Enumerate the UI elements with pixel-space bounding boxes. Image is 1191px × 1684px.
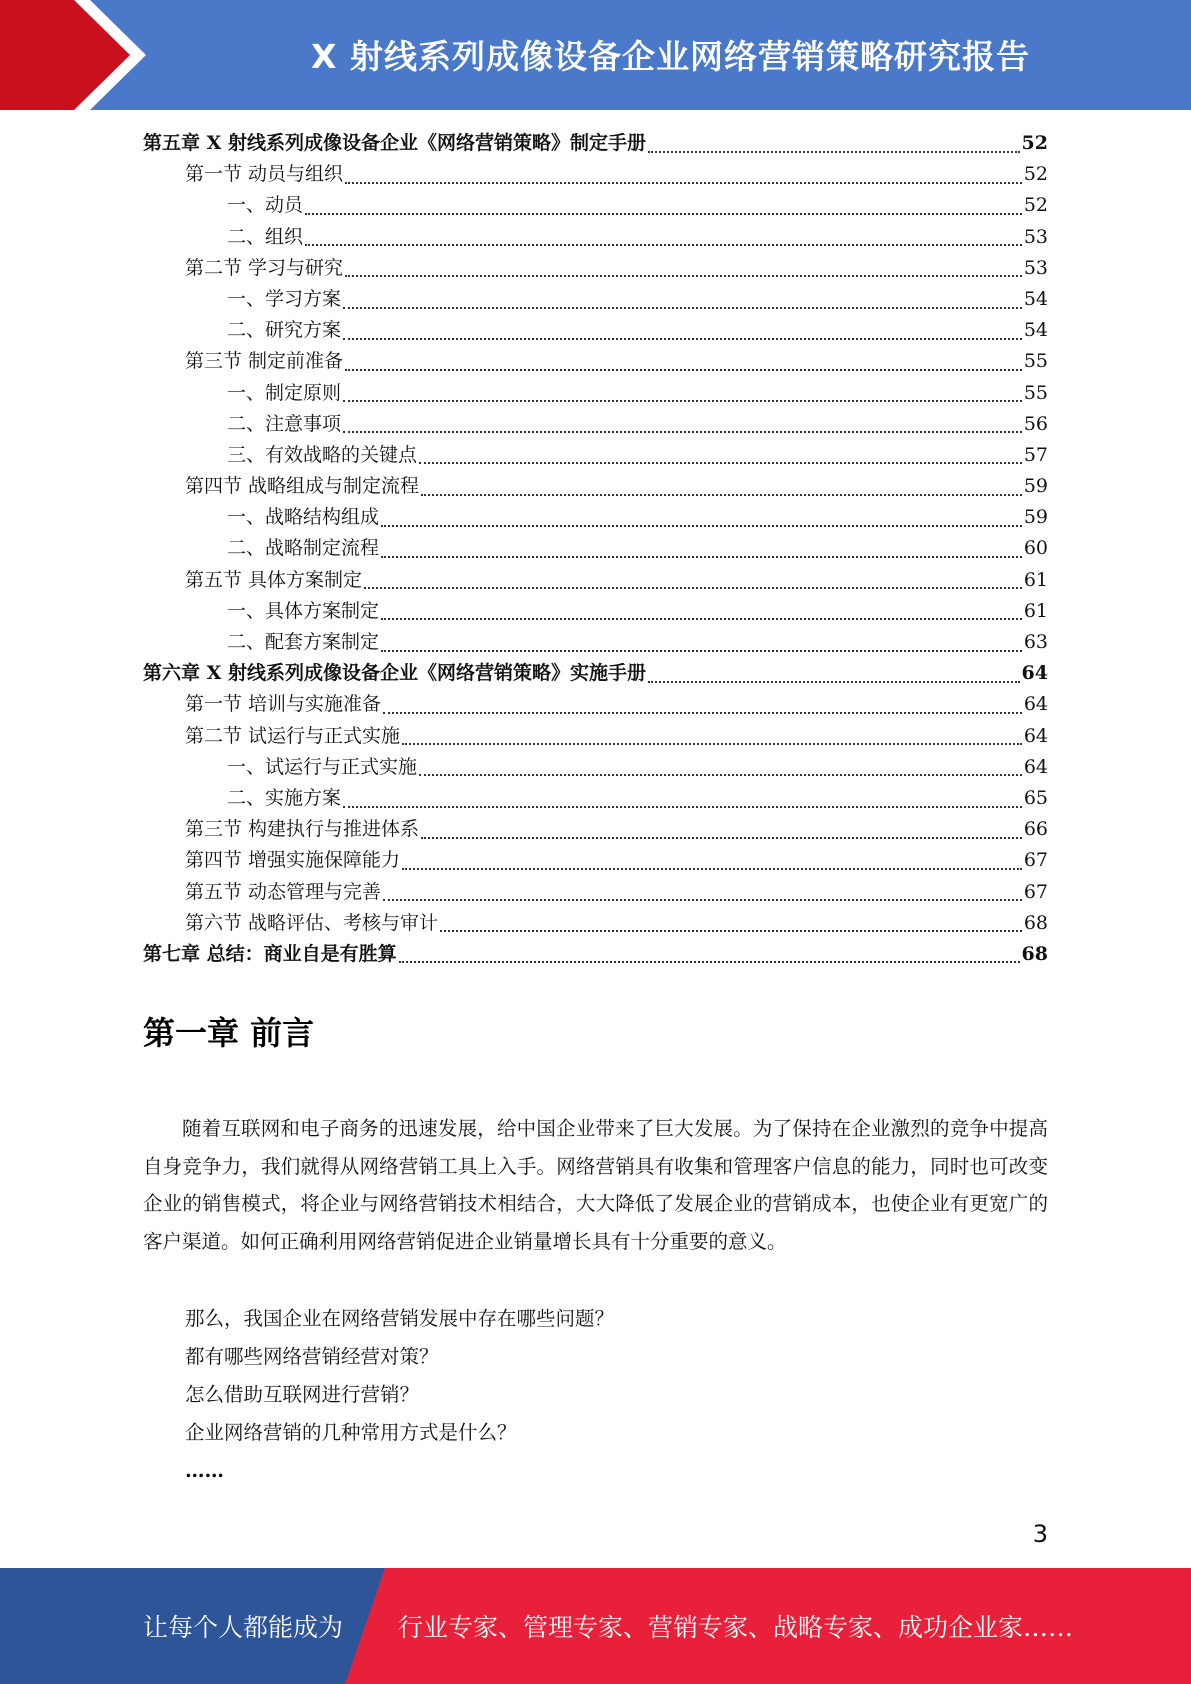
intro-paragraph: 随着互联网和电子商务的迅速发展，给中国企业带来了巨大发展。为了保持在企业激烈的竞争中提高自身竞争力，我们就得从网络营销工具上入手。网络营销具有收集和管理客户信息的能力，同时也可改变企业的销售模式，将企业与网络营销技术相结合，大大降低了发展企业的营销成本，也使企业有更宽广的客户渠道。如何正确利用网络营销促进企业销量增长具有十分重要的意义。 [143,1117,1048,1253]
toc-dot-leader [402,743,1022,745]
toc-entry[interactable] [143,721,1048,752]
toc-dot-leader [399,961,1020,963]
toc-entry-label: 第五节 动态管理与完善 [185,880,382,903]
toc-page-number: 52 [1023,194,1048,217]
toc-entry[interactable] [143,284,1048,315]
toc-chapter-entry[interactable] [143,939,1048,970]
toc-page-number: 61 [1023,599,1048,622]
toc-entry-label: 第二节 学习与研究 [185,256,344,279]
toc-entry-label: 第七章 总结：商业自是有胜算 [143,942,397,965]
toc-entry[interactable] [143,908,1048,939]
toc-entry[interactable] [143,159,1048,190]
toc-entry-label: 一、动员 [227,194,304,217]
toc-dot-leader [421,837,1022,839]
toc-entry-label: 第五节 具体方案制定 [185,568,363,591]
toc-entry[interactable] [143,596,1048,627]
toc-page-number: 54 [1023,287,1048,310]
toc-dot-leader [381,650,1022,652]
toc-entry[interactable] [143,533,1048,564]
toc-entry-label: 第六章 X 射线系列成像设备企业《网络营销策略》实施手册 [143,662,646,685]
toc-page-number: 56 [1023,412,1048,435]
toc-entry[interactable] [143,346,1048,377]
toc-page-number: 55 [1023,350,1048,373]
toc-dot-leader [383,712,1022,714]
toc-dot-leader [305,244,1022,246]
toc-dot-leader [383,899,1022,901]
toc-entry-label: 一、战略结构组成 [227,506,380,529]
toc-entry-label: 第五章 X 射线系列成像设备企业《网络营销策略》制定手册 [143,132,646,154]
question-ellipsis: …… [185,1459,224,1482]
toc-dot-leader [343,806,1022,808]
footer-band [0,1568,1191,1684]
toc-entry-label: 一、试运行与正式实施 [227,755,418,778]
toc-page-number: 61 [1023,568,1048,591]
toc-entry[interactable] [143,814,1048,845]
header-band [0,0,1191,110]
toc-page-number: 54 [1023,319,1048,342]
toc-page-number: 60 [1023,537,1048,560]
toc-entry-label: 二、实施方案 [227,786,342,809]
toc-entry-label: 一、具体方案制定 [227,599,380,622]
question-list [185,1300,1045,1490]
toc-entry-label: 二、研究方案 [227,319,342,342]
toc-entry-label: 第一节 动员与组织 [185,163,344,186]
toc-entry-label: 第六节 战略评估、考核与审计 [185,911,439,934]
toc-dot-leader [648,681,1020,683]
toc-entry-label: 二、注意事项 [227,412,342,435]
toc-page-number: 59 [1023,475,1048,498]
toc-entry[interactable] [143,502,1048,533]
toc-page-number: 64 [1023,755,1048,778]
toc-page-number: 52 [1023,163,1048,186]
toc-dot-leader [343,431,1022,433]
toc-dot-leader [343,338,1022,340]
toc-entry-label: 二、战略制定流程 [227,537,380,560]
toc-entry[interactable] [143,315,1048,346]
toc-entry-label: 一、制定原则 [227,381,342,404]
toc-page-number: 67 [1023,849,1048,872]
toc-page-number: 53 [1023,225,1048,248]
header-arrow-decoration [0,0,160,110]
toc-entry[interactable] [143,409,1048,440]
toc-dot-leader [381,556,1022,558]
toc-chapter-entry[interactable] [143,128,1048,159]
toc-page-number: 63 [1023,631,1048,653]
footer-slogan-right: 行业专家、管理专家、营销专家、战略专家、成功企业家…… [398,1613,1074,1642]
toc-page-number: 55 [1023,381,1048,404]
toc-entry[interactable] [143,190,1048,221]
toc-page-number: 52 [1021,132,1048,154]
toc-page-number: 68 [1023,911,1048,934]
toc-entry-label: 第一节 培训与实施准备 [185,693,382,716]
toc-chapter-entry[interactable] [143,658,1048,689]
toc-entry-label: 第四节 战略组成与制定流程 [185,475,420,498]
toc-dot-leader [381,618,1022,620]
question-item: 怎么借助互联网进行营销？ [185,1383,420,1406]
question-item: 那么，我国企业在网络营销发展中存在哪些问题？ [185,1307,615,1330]
toc-dot-leader [364,587,1022,589]
toc-page-number: 64 [1023,724,1048,747]
toc-page-number: 66 [1023,818,1048,841]
toc-entry-label: 第三节 制定前准备 [185,350,344,373]
toc-entry[interactable] [143,783,1048,814]
toc-entry-label: 三、有效战略的关键点 [227,443,418,466]
toc-dot-leader [648,151,1020,153]
toc-dot-leader [343,307,1022,309]
toc-entry[interactable] [143,565,1048,596]
toc-entry-label: 二、组织 [227,225,304,248]
toc-dot-leader [305,213,1022,215]
toc-entry[interactable] [143,471,1048,502]
toc-entry-label: 一、学习方案 [227,287,342,310]
toc-page-number: 64 [1021,662,1048,685]
toc-entry[interactable] [143,689,1048,720]
footer-slogan-left: 让每个人都能成为 [143,1613,344,1642]
toc-dot-leader [381,525,1022,527]
table-of-contents [143,128,1048,970]
toc-entry[interactable] [143,627,1048,658]
toc-entry[interactable] [143,845,1048,876]
toc-dot-leader [419,462,1022,464]
page-number: 3 [1032,1520,1048,1548]
toc-page-number: 57 [1023,443,1048,466]
toc-entry[interactable] [143,378,1048,409]
toc-page-number: 53 [1023,256,1048,279]
toc-entry-label: 第四节 增强实施保障能力 [185,849,401,872]
toc-entry[interactable] [143,440,1048,471]
toc-entry[interactable] [143,222,1048,253]
toc-dot-leader [440,930,1022,932]
toc-dot-leader [419,774,1022,776]
report-title: X 射线系列成像设备企业网络营销策略研究报告 [311,36,1030,76]
toc-entry-label: 第二节 试运行与正式实施 [185,724,401,747]
toc-dot-leader [345,182,1022,184]
toc-dot-leader [343,400,1022,402]
toc-page-number: 68 [1021,942,1048,965]
toc-page-number: 67 [1023,880,1048,903]
toc-entry-label: 二、配套方案制定 [227,631,380,653]
toc-dot-leader [402,868,1022,870]
toc-entry[interactable] [143,752,1048,783]
chapter-heading: 第一章 前言 [143,1014,315,1052]
question-item: 企业网络营销的几种常用方式是什么？ [185,1421,517,1444]
toc-entry-label: 第三节 构建执行与推进体系 [185,818,420,841]
toc-dot-leader [421,494,1022,496]
toc-dot-leader [345,275,1022,277]
toc-entry[interactable] [143,253,1048,284]
toc-entry[interactable] [143,877,1048,908]
question-item: 都有哪些网络营销经营对策？ [185,1345,439,1368]
toc-dot-leader [345,369,1022,371]
toc-page-number: 59 [1023,506,1048,529]
toc-page-number: 65 [1023,786,1048,809]
toc-page-number: 64 [1023,693,1048,716]
